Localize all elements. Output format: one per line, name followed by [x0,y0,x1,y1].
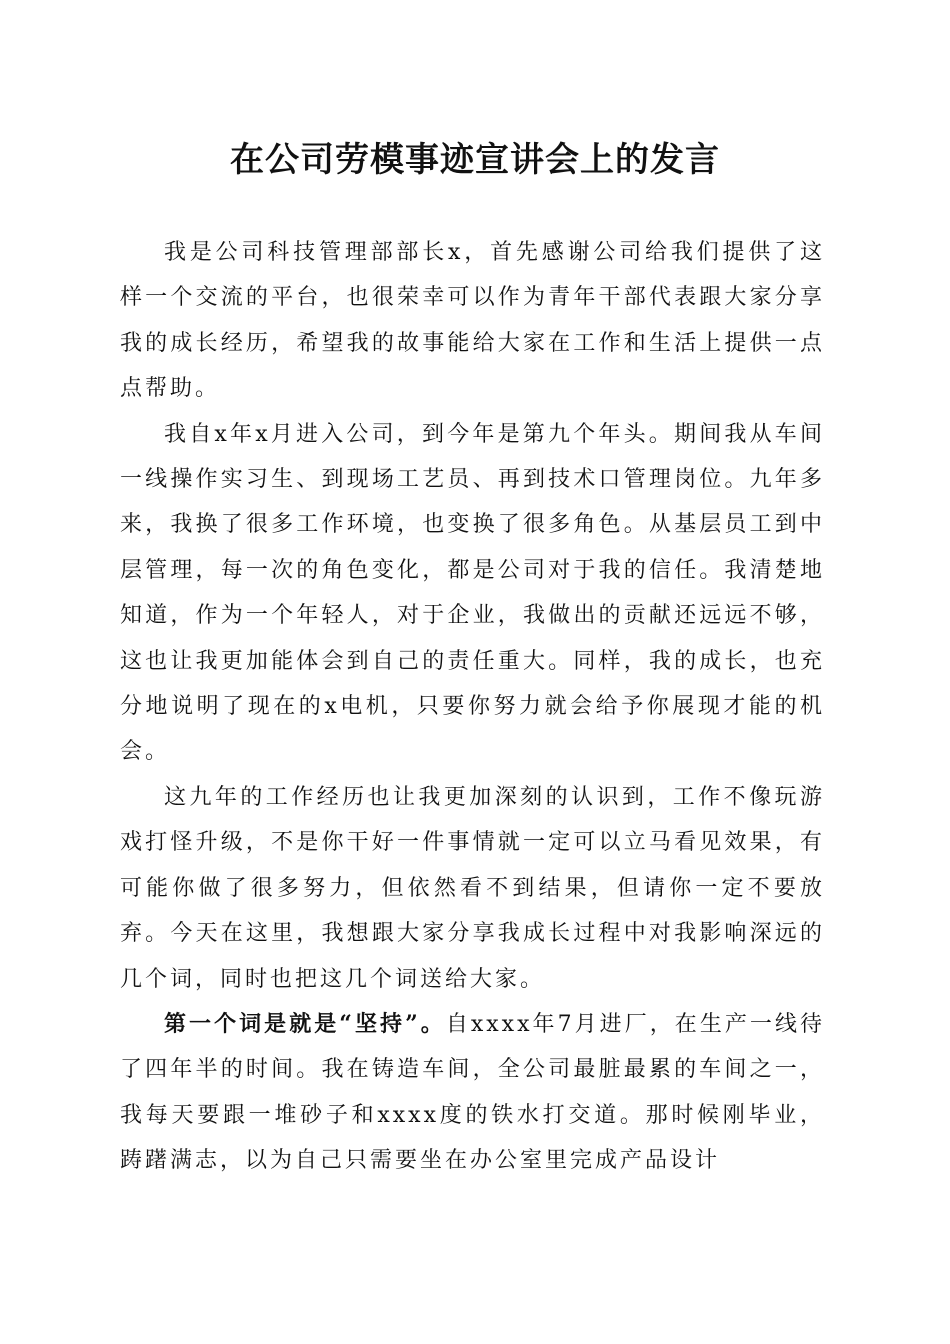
paragraph-persistence [120,1002,825,1184]
paragraph-career-text: 我自x年x月进入公司，到今年是第九个年头。期间我从车间一线操作实习生、到现场工艺员、再到技术口管理岗位。九年多来，我换了很多工作环境，也变换了很多角色。从基层员工到中层管理，每一次的角色变化，都是公司对于我的信任。我清楚地知道，作为一个年轻人，对于企业，我做出的贡献还远远不够，这也让我更加能体会到自己的责任重大。同样，我的成长，也充分地说明了现在的x电机，只要你努力就会给予你展现才能的机会。 [120,421,825,765]
document-body [120,230,825,1184]
paragraph-reflection [120,775,825,1002]
paragraph-reflection-text: 这九年的工作经历也让我更加深刻的认识到，工作不像玩游戏打怪升级，不是你干好一件事情就一定可以立马看见效果，有可能你做了很多努力，但依然看不到结果，但请你一定不要放弃。今天在这里，我想跟大家分享我成长过程中对我影响深远的几个词，同时也把这几个词送给大家。 [120,784,825,992]
paragraph-intro [120,230,825,412]
paragraph-intro-text: 我是公司科技管理部部长x，首先感谢公司给我们提供了这样一个交流的平台，也很荣幸可以作为青年干部代表跟大家分享我的成长经历，希望我的故事能给大家在工作和生活上提供一点点帮助。 [120,240,825,402]
document-title: 在公司劳模事迹宣讲会上的发言 [230,140,720,180]
paragraph-career [120,412,825,775]
paragraph-persistence-lead: 第一个词是就是“坚持”。 [164,1010,446,1037]
paragraph-persistence-text: 自xxxx年7月进厂，在生产一线待了四年半的时间。我在铸造车间，全公司最脏最累的车间之一，我每天要跟一堆砂子和xxxx度的铁水打交道。那时候刚毕业，踌躇满志，以为自己只需要坐在办公室里完成产品设计 [120,1011,825,1174]
